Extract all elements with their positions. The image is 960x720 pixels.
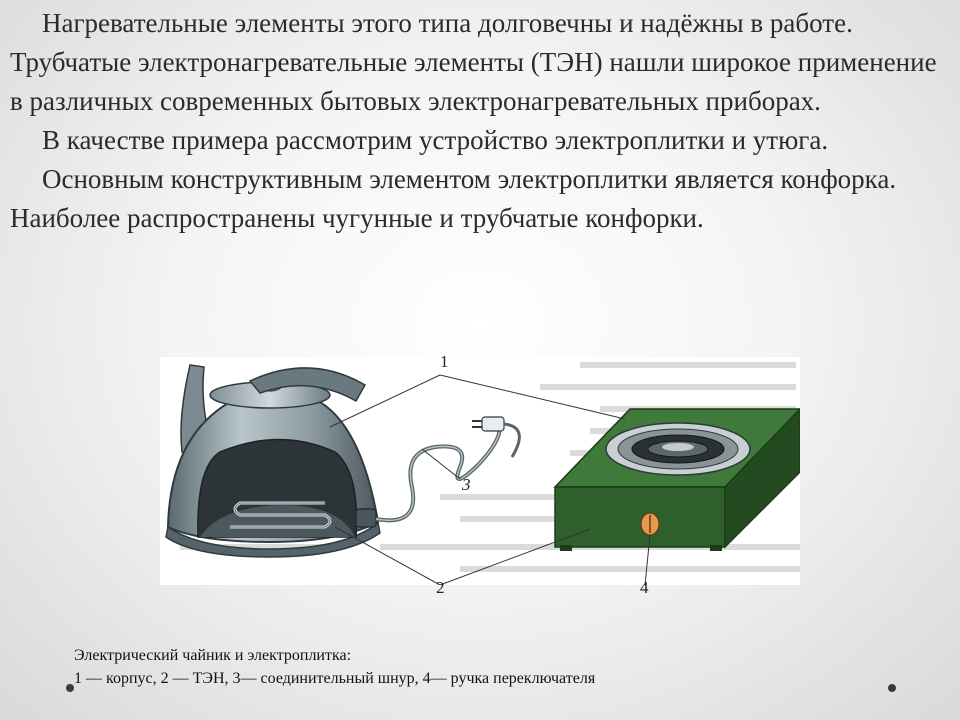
decor-dot-left (66, 684, 74, 692)
callout-label-2: 2 (436, 578, 445, 597)
paragraph-example: В качестве примера рассмотрим устройство электроплитки и утюга. (42, 125, 829, 155)
caption-legend: 1 — корпус, 2 — ТЭН, 3— соединительный шнур, 4— ручка переключателя (74, 670, 596, 687)
illustration-drawing (160, 357, 800, 585)
callout-label-1: 1 (440, 352, 449, 371)
callout-label-3: 3 (462, 475, 471, 494)
slide-body-text (10, 4, 945, 238)
callout-label-4: 4 (640, 578, 649, 597)
paragraph-burner: Основным конструктивным элементом электроплитки является конфорка. Наиболее распространены чугунные и трубчатые конфорки. (10, 164, 897, 233)
caption-title: Электрический чайник и электроплитка: (74, 647, 352, 664)
decor-dot-right (888, 684, 896, 692)
kettle-drawing (166, 365, 380, 557)
paragraph-heating-elements: Нагревательные элементы этого типа долговечны и надёжны в работе. Трубчатые электронагревательные элементы (ТЭН) нашли широкое применение в различных современных бытовых электронагревательных приборах. (10, 8, 937, 116)
kettle-and-stove-illustration (160, 357, 800, 585)
figure-caption (74, 644, 894, 690)
